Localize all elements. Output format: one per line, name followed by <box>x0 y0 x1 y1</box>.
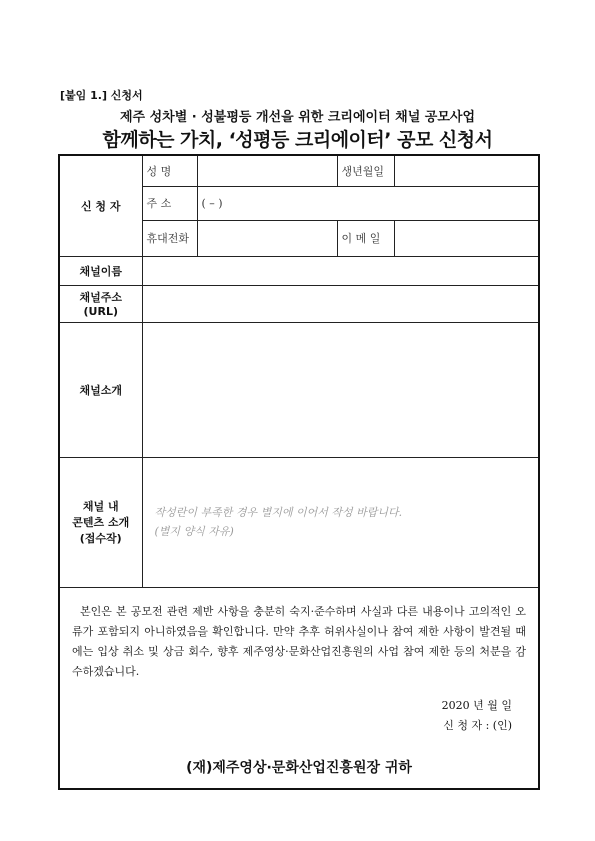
mobile-phone-field[interactable] <box>197 220 337 256</box>
mobile-phone-label: 휴대전화 <box>142 220 197 256</box>
address-label: 주 소 <box>142 186 197 220</box>
content-hint-line2: (별지 양식 자유) <box>154 525 234 538</box>
birth-date-field[interactable] <box>394 155 539 186</box>
content-label-line2: 콘텐츠 소개 <box>72 516 130 529</box>
recipient-line: (재)제주영상·문화산업진흥원장 귀하 <box>186 759 412 776</box>
applicant-group-label: 신 청 자 <box>59 155 142 256</box>
declaration-section <box>59 587 539 789</box>
address-field[interactable]: ( – ) <box>197 186 539 220</box>
content-label-line3: (접수작) <box>79 532 122 545</box>
form-subtitle: 제주 성차별 · 성불평등 개선을 위한 크리에이터 채널 공모사업 <box>119 110 476 125</box>
channel-content-label <box>59 457 142 587</box>
channel-url-label-main: 채널주소 <box>79 291 122 304</box>
channel-name-label: 채널이름 <box>59 256 142 285</box>
channel-intro-label: 채널소개 <box>59 322 142 457</box>
application-form-table <box>58 154 540 790</box>
attachment-label: [붙임 1.] 신청서 <box>60 89 143 102</box>
channel-url-field[interactable] <box>142 285 539 322</box>
channel-content-field[interactable] <box>142 457 539 587</box>
channel-url-label-sub: (URL) <box>83 305 118 318</box>
email-field[interactable] <box>394 220 539 256</box>
channel-url-label <box>59 285 142 322</box>
birth-date-label: 생년월일 <box>337 155 394 186</box>
applicant-signature-line: 신 청 자 : (인) <box>443 718 512 732</box>
name-field[interactable] <box>197 155 337 186</box>
declaration-date: 2020 년 월 일 <box>441 698 512 712</box>
channel-name-field[interactable] <box>142 256 539 285</box>
content-label-line1: 채널 내 <box>82 500 119 513</box>
declaration-text: 본인은 본 공모전 관련 제반 사항을 충분히 숙지·준수하며 사실과 다른 내용이나 고의적인 오류가 포함되지 아니하였음을 확인합니다. 만약 추후 허위사실이나 참여 제한 사항이 발견될 때에는 입상 취소 및 상금 회수, 향후 제주영상·문화산업진흥원의 사업 참여 제한 등의 처분을 감수하겠습니다. <box>72 604 526 678</box>
email-label: 이 메 일 <box>337 220 394 256</box>
content-hint-line1: 작성란이 부족한 경우 별지에 이어서 작성 바랍니다. <box>154 506 403 519</box>
name-label: 성 명 <box>142 155 197 186</box>
form-title: 함께하는 가치, ‘성평등 크리에이터’ 공모 신청서 <box>102 129 493 151</box>
channel-intro-field[interactable] <box>142 322 539 457</box>
